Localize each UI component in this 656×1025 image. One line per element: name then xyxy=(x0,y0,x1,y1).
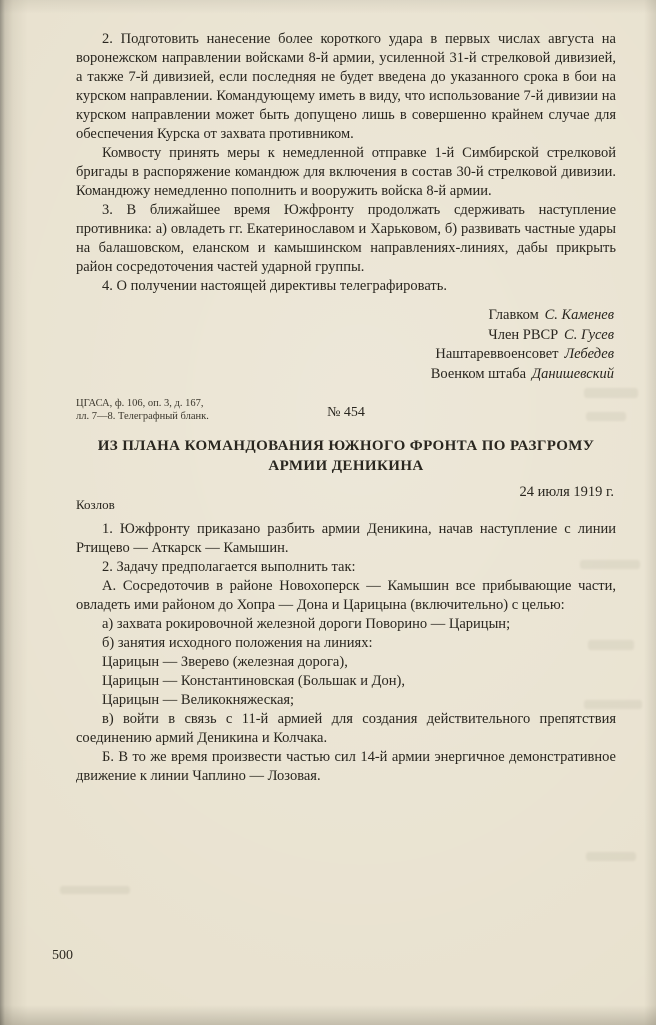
signature-name: Данишевский xyxy=(531,365,614,382)
signature-name: С. Каменев xyxy=(544,307,614,323)
directive-paragraph: 2. Подготовить нанесение более короткого удара в первых числах августа на воронежском направлении войсками 8-й армии, усиленной 31-й стрелковой дивизией, а также 7-й дивизией, если последняя не будет введена до указанного срока в бои на курском направлении. Командующему иметь в виду, что использование 7-й дивизии на курском направлении может быть допущено лишь в совершенно крайнем случае для обеспечения Курска от захвата противником. xyxy=(76,31,616,142)
directive-paragraph: 3. В ближайшее время Южфронту продолжать сдерживать наступление противника: а) овладеть гг. Екатеринославом и Харьковом, б) развивать частные удары на балашовском, еланском и камышинском направлениях-линиях, дабы прикрыть район сосредоточения частей ударной группы. xyxy=(76,202,616,275)
archive-source-line: лл. 7—8. Телеграфный бланк. xyxy=(76,410,209,422)
body-paragraph: 2. Задачу предполагается выполнить так: xyxy=(102,559,356,575)
document-heading-line: АРМИИ ДЕНИКИНА xyxy=(268,458,424,474)
page-text-column xyxy=(76,30,616,786)
body-paragraph: Царицын — Великокняжеская; xyxy=(102,692,295,708)
signature-role: Наштареввоенсовет xyxy=(435,346,559,362)
body-paragraph: А. Сосредоточив в районе Новохоперск — Камышин все прибывающие части, овладеть ими районом до Хопра — Дона и Царицына (включительно) с целью: xyxy=(76,578,616,613)
signature-line xyxy=(76,345,614,365)
body-paragraph: Царицын — Зверево (железная дорога), xyxy=(102,654,348,670)
place-of-issue: Козлов xyxy=(76,497,115,512)
signature-role: Главком xyxy=(488,307,539,323)
signature-role: Военком штаба xyxy=(430,365,527,382)
body-paragraph: б) занятия исходного положения на линиях: xyxy=(102,635,373,651)
signature-name: Лебедев xyxy=(564,346,614,362)
archive-note-row xyxy=(76,396,616,424)
place-and-date-row xyxy=(76,484,616,516)
signature-line xyxy=(76,326,614,346)
body-paragraph: в) войти в связь с 11-й армией для создания действительного препятствия соединению армий Деникина и Колчака. xyxy=(76,711,616,746)
document-number: № 454 xyxy=(327,405,365,420)
document-date: 24 июля 1919 г. xyxy=(519,484,614,500)
directive-paragraph: 4. О получении настоящей директивы телеграфировать. xyxy=(102,278,447,294)
signature-line xyxy=(76,365,614,385)
page-number: 500 xyxy=(52,948,73,963)
bleed-through-mark xyxy=(586,852,636,861)
body-paragraph: Царицын — Константиновская (Большак и Дон), xyxy=(102,673,405,689)
signature-role: Член РВСР xyxy=(488,326,559,343)
directive-paragraph: Комвосту принять меры к немедленной отправке 1-й Симбирской стрелковой бригады в распоряжение командюж для включения в состав 30-й стрелковой дивизии. Командюжу немедленно пополнить и вооружить войска 8-й армии. xyxy=(76,145,616,199)
signature-line xyxy=(76,306,614,326)
archive-source-note xyxy=(76,398,209,423)
body-paragraph: 1. Южфронту приказано разбить армии Деникина, начав наступление с линии Ртищево — Аткарск — Камышин. xyxy=(76,521,616,556)
document-body xyxy=(76,520,616,786)
signature-name: С. Гусев xyxy=(564,326,614,343)
document-heading-line: ИЗ ПЛАНА КОМАНДОВАНИЯ ЮЖНОГО ФРОНТА ПО РАЗГРОМУ xyxy=(97,438,595,454)
body-paragraph: а) захвата рокировочной железной дороги Поворино — Царицын; xyxy=(102,616,511,632)
signature-block xyxy=(76,306,616,384)
document-heading xyxy=(76,436,616,476)
bleed-through-mark xyxy=(60,886,130,894)
archive-source-line: ЦГАСА, ф. 106, оп. 3, д. 167, xyxy=(76,398,204,409)
body-paragraph: Б. В то же время произвести частью сил 14-й армии энергичное демонстративное движение к линии Чаплино — Лозовая. xyxy=(76,749,616,784)
